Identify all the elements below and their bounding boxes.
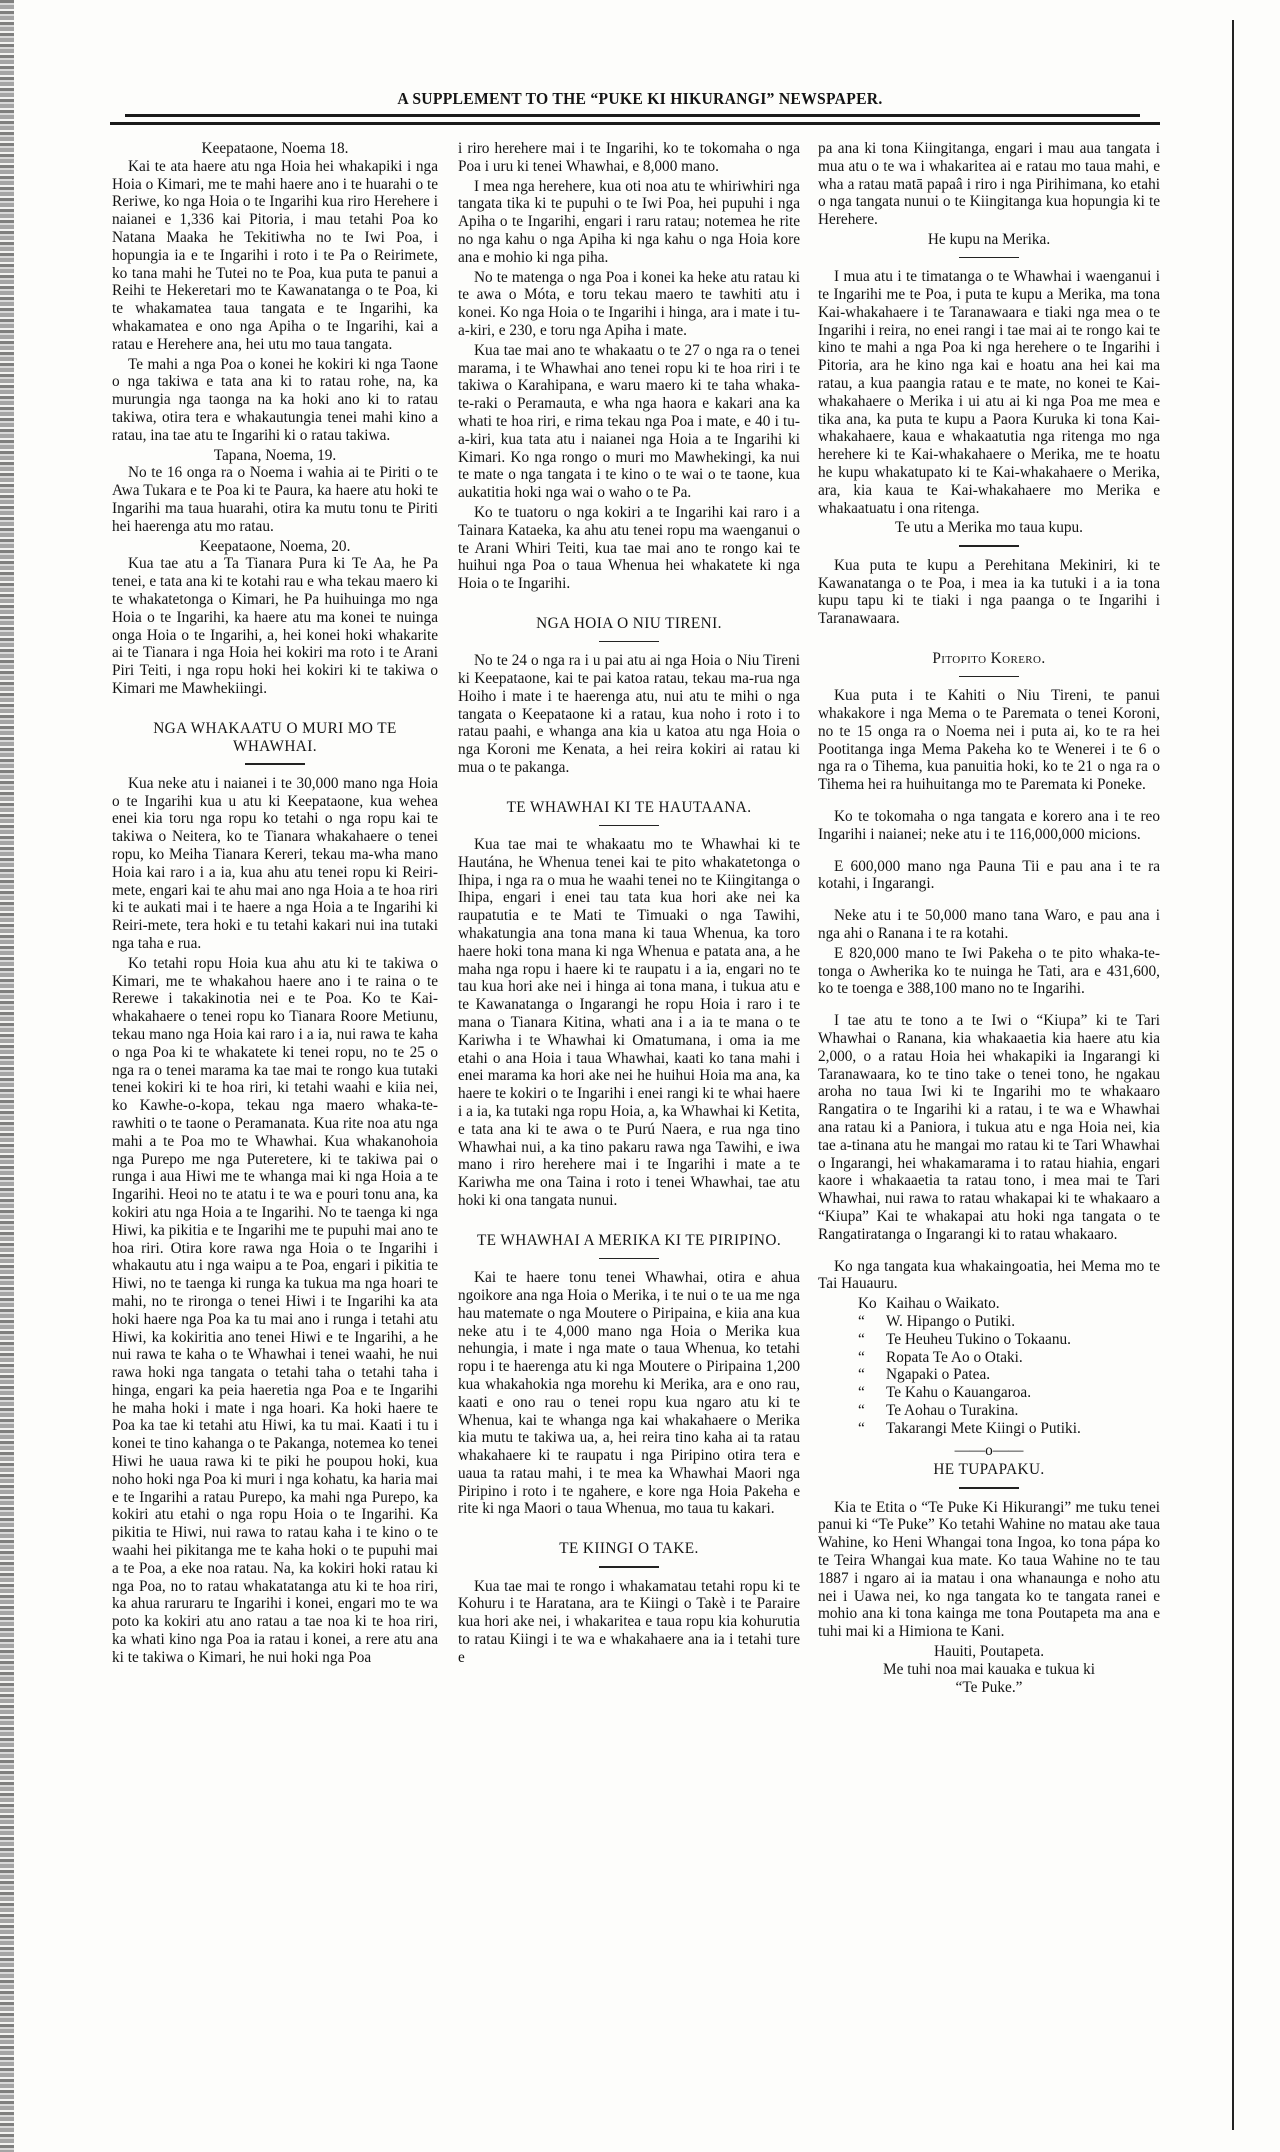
article-paragraph: Kua tae atu a Ta Tianara Pura ki Te Aa, he Pa tenei, e tata ana ki te kotahi rau e wha tekau maero ki te whakatetonga o Kimari, he Pa huihuinga mo nga Hoia o te Ingarihi, ka haere atu ma konei te nuinga onga Hoia o te Ingarihi, a, hei konei hoki whakarite ai te Tianara i nga Hoia hei kokiri ma roto i te Arani Piri Teiti, i nga ropu hoki hei kokiri ki te takiwa o Kimari me Mawhekiingi.	[112, 555, 438, 697]
article-paragraph: Ko tetahi ropu Hoia kua ahu atu ki te takiwa o Kimari, me te whakahou haere ano i te raina o te Rerewe i takakinotia nei e te Poa. Ko te Kai-whakahaere o tenei ropu ko Tianara Roore Metiunu, tekau mano nga Hoia kai raro i a ia, nui rawa te kaha o nga Poa ki te whakatete ki tenei ropu, no te 25 o nga ra o tenei marama ka tae mai te rongo kua tutaki tenei kokiri ki te hoa riri, ki tetahi waahi e kiia nei, ko Kawhe-o-kopa, tekau nga maero whaka-te-rawhiti o te taone o Peramanata. Kua rite noa atu nga mahi a te Poa mo te Whawhai. Kua whakanohoia nga Purepo me nga Puteretere, ki te takiwa pai o runga i aua Hiwi me te whanga mai ki nga Hoia a te Ingarihi. Heoi no te atatu i te wa e pouri tonu ana, ka kokiri atu nga Hoia a te Ingarihi. No te taenga ki nga Hiwi, ka pikitia e te Ingarihi me te pupuhi mai ano te hoa riri. Otira kore rawa nga Hoia o te Ingarihi i whakautu atu i nga waipu a te Poa, engari i pikitia te Hiwi, no te taenga ki runga ka tukua ma nga hoari te mahi, no te rironga o tenei Hiwi i te Ingarihi ka ata hoki haere nga Poa ka tu mai ano i runga i tetahi atu Hiwi, ka kokiritia ano tenei Hiwi e te Ingarihi, a he nui rawa te kaha o te Whawhai i tenei waahi, he nui rawa hoki nga tangata o tetahi taha o tetahi taha i hinga, engari ka peia haeretia nga Poa e te Ingarihi he maha hoki i mate i nga hoari. Ka hoki haere te Poa ka tae ki tetahi atu Hiwi, ka tu mai. Kaati i tu i konei te tino kahanga o te Pakanga, notemea ko tenei Hiwi he uaua rawa ki te piki he poupou hoki, kua noho hoki nga Poa ki muri i nga kohatu, ka haria mai e te Ingarihi a ratau Purepo, ka mahi nga Purepo, ka kokiri atu etahi o nga ropu Hoia o te Ingarihi. Ka pikitia te Hiwi, nui rawa to ratau kaha i te kino o te waahi hei pikitanga me te kaha hoki o te pupuhi mai a te Poa, a eke noa ratau. Na, ka kokiri hoki ratau ki nga Poa, no to ratau whakatatanga atu ki te hoa riri, ka ahua raruraru te Ingarihi i konei, engari mo te wa poto ka kokiri atu ano ratau a tae noa ki te hoa riri, ka whati kino nga Poa ia ratau i konei, a rere atu ana ki te takiwa o Kimari, he nui hoki nga Poa	[112, 954, 438, 1666]
candidate-name: Ropata Te Ao o Otaki.	[886, 1348, 1023, 1366]
candidate-name: Kaihau o Waikato.	[886, 1295, 1000, 1313]
column-2	[458, 140, 800, 1669]
signature-line: Hauiti, Poutapeta.	[933, 1642, 1045, 1660]
section-heading: TE KIINGI O TAKE.	[458, 1540, 800, 1567]
dateline: Keepataone, Noema, 20.	[199, 537, 351, 555]
candidate-name: Takarangi Mete Kiingi o Putiki.	[886, 1419, 1081, 1437]
candidate-list-item	[858, 1420, 1160, 1438]
ditto-mark: “	[858, 1419, 865, 1437]
ditto-mark: Ko	[858, 1295, 877, 1313]
candidate-name: W. Hipango o Putiki.	[886, 1312, 1016, 1330]
article-paragraph: Kua puta i te Kahiti o Niu Tireni, te panui whakakore i nga Mema o te Paremata o tenei Koroni, no te 15 onga ra o Noema nei i puta ai, ko te ra hei Pootitanga inga Mema Pakeha ko te Wenerei i te 6 o nga ra o Tihema, kua panuitia hoki, ko te 21 o nga ra o Tihema hei ra huihuitanga mo te Paremata ki Poneke.	[818, 687, 1160, 794]
article-paragraph: Neke atu i te 50,000 mano tana Waro, e pau ana i nga ahi o Ranana i te ra kotahi.	[818, 907, 1160, 942]
candidate-list-item	[858, 1349, 1160, 1367]
candidate-name: Ngapaki o Patea.	[886, 1366, 991, 1384]
article-paragraph: pa ana ki tona Kiingitanga, engari i mau aua tangata i mua atu o te wa i whakaritea ai e ratau mo taua mahi, e wha a ratau matā papaâ i riro i nga Pirihimana, ko etahi o nga tangata nunui o te Kiingitanga kua hopungia ki te Herehere.	[818, 140, 1160, 229]
subheading: He kupu na Merika.	[818, 231, 1160, 258]
section-heading: Pitopito Korero.	[818, 650, 1160, 677]
ditto-mark: “	[858, 1384, 865, 1402]
ditto-mark: “	[858, 1366, 865, 1384]
masthead-rule-thick	[110, 122, 1160, 125]
ornament-divider: ——o——	[954, 1441, 1024, 1459]
ditto-mark: “	[858, 1401, 865, 1419]
candidate-list-item	[858, 1366, 1160, 1384]
article-paragraph: Ko te tuatoru o nga kokiri a te Ingarihi kai raro i a Tainara Kataeka, ka ahu atu tenei ropu ma waenganui o te Arani Whiri Teiti, kua tae mai ano te rongo kai te huihui nga Poa o taua Whenua hei whakatete ki nga Hoia o te Ingarihi.	[458, 503, 800, 593]
ditto-mark: “	[858, 1312, 865, 1330]
section-heading: TE WHAWHAI KI TE HAUTAANA.	[458, 799, 800, 826]
article-paragraph: Kua tae mai te whakaatu mo te Whawhai ki te Hautána, he Whenua tenei kai te pito whakatetonga o Ihipa, i nga ra o mua he waahi tenei no te Kiingitanga o Ihipa, engari i enei tau tata kua hori ake nei ka raupatutia e te Mati te Timuaki o nga Tawihi, whakatungia ana tona mana ki taua Whenua, ka toro haere hoki tona mana ki nga Whenua e patata ana, a he maha nga ropu i haere ki te raupatu i a ia, engari no te tau kua hori ake nei i hinga ai tona mana, i tukua atu e te Kawanatanga o Ingarangi he ropu Hoia i raro i te mana o Tianara Kitina, whati ana i a ia te mana o te Kariwha i te Whawhai ki Omatumana, i oma ia me etahi o ana Hoia i taua Whawhai, kaati ko tana mahi i enei marama ka hori ake nei he huihui Hoia ma ana, ka haere te kokiri o te Ingarihi i enei rangi ki te whai haere i a ia, ka tutaki nga ropu Hoia, a, ka Whawhai ki Ketita, e tata ana ki te awa o te Purú Naera, e rua nga tino Whawhai nui, a ka tino pakaru rawa nga Tawihi, e iwa mano i riro herehere mai i te Ingarihi i mate a te Kariwha me ona Taina i roto i tenei Whawhai, tae atu hoki ki ona tangata nunui.	[458, 836, 800, 1210]
candidate-list-item	[858, 1402, 1160, 1420]
candidate-list-item	[858, 1295, 1160, 1313]
article-paragraph: No te matenga o nga Poa i konei ka heke atu ratau ki te awa o Móta, e toru tekau maero te tawhiti atu i konei. Ko nga Hoia o te Ingarihi i hinga, ara i mate i tu-a-kiri, e 230, e toru nga Apiha i mate.	[458, 268, 800, 339]
masthead-rule-thin	[125, 114, 1140, 117]
article-paragraph: Ko nga tangata kua whakaingoatia, hei Mema mo te Tai Hauauru.	[818, 1257, 1160, 1293]
scan-edge	[0, 0, 14, 2152]
candidate-name: Te Aohau o Turakina.	[886, 1401, 1019, 1419]
article-paragraph: Kia te Etita o “Te Puke Ki Hikurangi” me tuku tenei panui ki “Te Puke” Ko tetahi Wahine no matau ake taua Wahine, ko Heni Whangai tona Ingoa, ko tona pápa ko te Teira Whangai kua mate. Ko taua Wahine no te tau 1887 i ngaro ai ia matau i ona whanaunga e noho atu nei i Uawa nei, ko nga tangata ko te tangata ranei e mohio ana ki tona kainga me tona Poutapeta ma ana e tuhi mai ki a Himiona te Kani.	[818, 1498, 1160, 1641]
section-heading: HE TUPAPAKU.	[818, 1461, 1160, 1488]
column-1	[112, 140, 438, 1669]
article-paragraph: E 600,000 mano nga Pauna Tii e pau ana i te ra kotahi, i Ingarangi.	[818, 857, 1160, 893]
candidate-list-item	[858, 1384, 1160, 1402]
article-paragraph: Kai te haere tonu tenei Whawhai, otira e ahua ngoikore ana nga Hoia o Merika, i te nui o te ua me nga hau matemate o nga Moutere o Piripaina, e kiia ana kua neke atu i te 4,000 mano nga Hoia o Merika kua nehungia, i mate i nga mate o taua Whenua, ko tetahi ropu i te haerenga atu ki nga Moutere o Piripaina 1,200 kua whakahokia nga morehu ki Merika, ara e ono rau, kaati e ono rau o tenei ropu kua ngaro atu ki te Whenua, kai te whanga nga kai whakahaere o Merika kia mutu te takiwa ua, a, hei reira tino kaha ai ta ratau whakahaere ki te raupatu i nga Piripino otira tera e uaua ta ratau mahi, i te mea ka Whawhai Maori nga Piripino i roto i te ngahere, e kore nga Hoia Pakeha e rite ki nga Maori o taua Whenua, mo taua tu kakari.	[458, 1269, 800, 1518]
article-paragraph: Kai te ata haere atu nga Hoia hei whakapiki i nga Hoia o Kimari, me te mahi haere ano i te huarahi o te Reriwe, ko nga Hoia o te Ingarihi kua riro Herehere i naianei e 1,336 kai Pitoria, i mau tetahi Poa ko Natana Maaka he Tekitiwha no te Iwi Poa, i hopungia ia e te Ingarihi i roto i te Pa o Reirimete, ko tana mahi he Tutei no te Poa, kua puta te panui a Reihi te Hekeretari mo te Kawanatanga o te Poa, ki te whakamatea taua tangata e te Ingarihi, ka whakamatea e ono nga Apiha o te Ingarihi, kai a ratau e Herehere ana, hei utu mo taua tangata.	[112, 157, 438, 353]
signature-line: “Te Puke.”	[955, 1678, 1023, 1696]
dateline: Tapana, Noema, 19.	[213, 446, 337, 464]
candidate-name: Te Heuheu Tukino o Tokaanu.	[886, 1330, 1071, 1348]
article-paragraph: Te mahi a nga Poa o konei he kokiri ki nga Taone o nga takiwa e tata ana ki to ratau rohe, na, ka murungia nga taonga na ka hoki ano ki to ratau takiwa, otira tera e whakautungia tenei mahi kino a ratau, ina tae atu te Ingarihi ki o ratau takiwa.	[112, 355, 438, 444]
article-paragraph: E 820,000 mano te Iwi Pakeha o te pito whaka-te-tonga o Awherika ko te nuinga he Tati, ara e 431,600, ko te toenga e 388,100 mano no te Ingarihi.	[818, 944, 1160, 998]
dateline: Keepataone, Noema 18.	[201, 140, 349, 157]
article-paragraph: Kua puta te kupu a Perehitana Mekiniri, ki te Kawanatanga o te Poa, i mea ia ka tutuki i a ia tona kupu tapu ki te tiaki i nga paanga o te Ingarihi i Taranawaara.	[818, 556, 1160, 628]
article-paragraph: No te 24 o nga ra i u pai atu ai nga Hoia o Niu Tireni ki Keepataone, kai te pai katoa ratau, tekau ma-rua nga Hoiho i mate i te haerenga atu, nui atu te mihi o nga tangata o Keepataone ki a ratau, kua noho i roto i to ratau paahi, e whanga ana kia u katoa atu nga Hoia o nga Koroni me Kenata, a hei reira kokiri ai ratau ki mua o te pakanga.	[458, 652, 800, 776]
column-3	[818, 140, 1160, 1696]
page-border-rule	[1232, 20, 1234, 2130]
section-heading: TE WHAWHAI A MERIKA KI TE PIRIPINO.	[458, 1232, 800, 1259]
candidate-list-item	[858, 1313, 1160, 1331]
ditto-mark: “	[858, 1330, 865, 1348]
section-heading: NGA HOIA O NIU TIRENI.	[458, 615, 800, 642]
article-paragraph: i riro herehere mai i te Ingarihi, ko te tokomaha o nga Poa i uru ki tenei Whawhai, e 8,000 mano.	[458, 140, 800, 175]
candidate-list-item	[858, 1331, 1160, 1349]
section-heading: NGA WHAKAATU O MURI MO TE WHAWHAI.	[112, 720, 438, 765]
article-paragraph: Kua tae mai te rongo i whakamatau tetahi ropu ki te Kohuru i te Haratana, ara te Kiingi o Takè i te Paraire kua hori ake nei, i whakaritea e taua ropu kia kohurutia to ratau Kiingi i te wa e whakahaere ana ia i tetahi ture e	[458, 1577, 800, 1666]
article-paragraph: Kua tae mai ano te whakaatu o te 27 o nga ra o tenei marama, i te Whawhai ano tenei ropu ki te hoa riri i te takiwa o Karahipana, e waru maero ki te taha whaka-te-raki o Peramauta, e wha nga haora e kakari ana ka whati te hoa riri, e rima tekau nga Poa i mate, e 40 i tu-a-kiri, kua tata atu i naianei nga Hoia a te Ingarihi ki Kimari. Ko nga rongo o muri mo Mawhekingi, ka nui te mate o nga tangata i te kino o te wai o te taone, kua aukatitia hoki nga wai o waho o te Pa.	[458, 341, 800, 502]
signature-line: Me tuhi noa mai kauaka e tukua ki	[883, 1660, 1095, 1678]
masthead: A SUPPLEMENT TO THE “PUKE KI HIKURANGI” NEWSPAPER.	[397, 89, 883, 108]
article-paragraph: I mua atu i te timatanga o te Whawhai i waenganui i te Ingarihi me te Poa, i puta te kupu a Merika, ma tona Kai-whakahaere i te Taranawaara e tiaki nga mea o te Ingarihi i reira, no enei rangi i tae mai ai te rongo kai te kino te mahi a nga Poa ki nga herehere o te Ingarihi i Pitoria, ara he kino nga kai e hoatu ana hei kai ma ratau, a kua paangia ratau e te mate, no konei te Kai-whakahaere o Merika i ui atu ai ki nga Poa me mea e tika ana, ka puta te kupu a Paora Kuruka ki tona Kai-whakahaere, kaua e whakaatutia nga ritenga mo nga herehere ki te Kai-whakahaere o Merika, me te hoatu he kupu whakatupato ki te Kai-whakahaere o Merika, ara, kia kaua te Kai-whakahaere mo Merika e whakaatuatu i ona ritenga.	[818, 268, 1160, 517]
candidate-name: Te Kahu o Kauangaroa.	[886, 1384, 1032, 1402]
ditto-mark: “	[858, 1348, 865, 1366]
article-paragraph: No te 16 onga ra o Noema i wahia ai te Piriti o te Awa Tukara e te Poa ki te Paura, ka haere atu hoki te Ingarihi ma taua huarahi, otira ka mutu tonu te Piriti hei haerenga atu mo ratau.	[112, 464, 438, 535]
article-paragraph: Kua neke atu i naianei i te 30,000 mano nga Hoia o te Ingarihi kua u atu ki Keepataone, kua wehea enei kia toru nga ropu ko tetahi o nga ropu kai te takiwa o Neitera, ko te Tianara whakahaere o tenei ropu, ko Meiha Tianara Kereri, tekau ma-wha mano Hoia kai raro i a ia, kua ahu atu tenei ropu ki Reiri-mete, engari kai te ahu mai ano nga Hoia a te hoa riri ki te aukati mai i te haere a nga Hoia a te Ingarihi ki Reiri-mete, tera hoki e tu tetahi kakari nui ina tutaki nga taha e rua.	[112, 774, 438, 952]
article-paragraph: I mea nga herehere, kua oti noa atu te whiriwhiri nga tangata tika ki te pupuhi o te Iwi Poa, hei pupuhi i nga Apiha o te Ingarihi, engari i raru ratau; notemea he rite no nga kahu o nga Apiha ki nga kahu o nga Hoia kore ana e mohio ki nga piha.	[458, 177, 800, 266]
article-paragraph: Ko te tokomaha o nga tangata e korero ana i te reo Ingarihi i naianei; neke atu i te 116,000,000 micions.	[818, 808, 1160, 843]
article-paragraph: I tae atu te tono a te Iwi o “Kiupa” ki te Tari Whawhai o Ranana, kia whakaaetia kia haere atu kia 2,000, o a ratau Hoia hei whakapiki ia Ingarangi ki Taranawaara, ko te tino take o tenei tono, he ngakau aroha no taua Iwi ki te Ingarihi mo te whakaaro Rangatira o te Ingarihi ki a ratau, i te wa e Whawhai ana ratau ki a Paniora, i tukua atu e nga Hoia nei, kia tae a-tinana atu he mangai mo ratau ki te Tari Whawhai o Ingarangi, hei whakamarama i to ratau hiahia, engari kaore i whakaaetia ta ratau tono, i mea mai te Tari Whawhai, nui rawa to ratau whakapai ki te whakaaro a “Kiupa” Kai te whakapai atu hoki nga tangata o te Rangatiratanga o Ingarangi ki to ratau whakaaro.	[818, 1012, 1160, 1243]
subheading: Te utu a Merika mo taua kupu.	[818, 519, 1160, 546]
